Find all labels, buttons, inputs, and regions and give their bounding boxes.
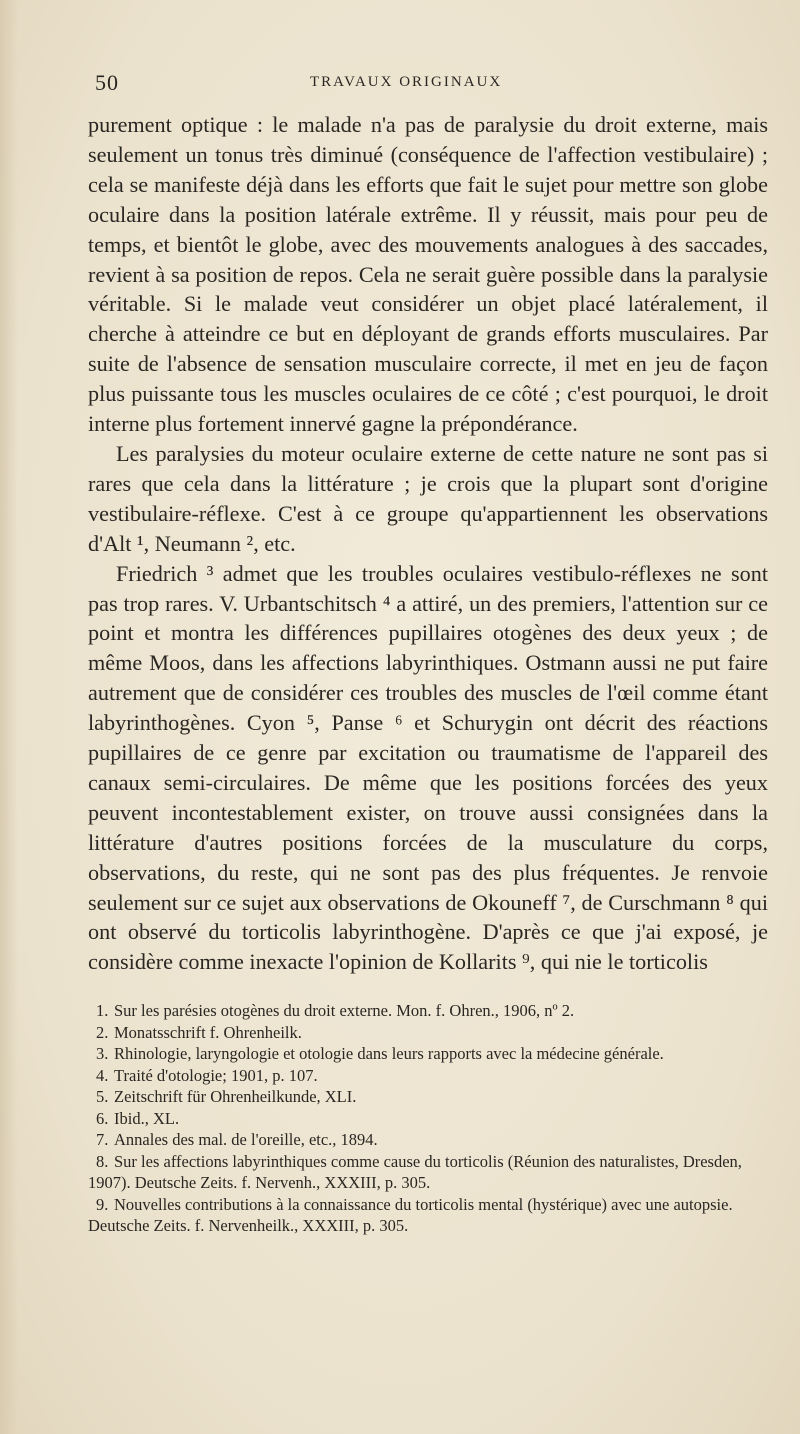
- footnote: [88, 1151, 768, 1194]
- running-head: TRAVAUX ORIGINAUX: [310, 74, 503, 90]
- footnote-text: Sur les parésies otogènes du droit externe. Mon. f. Ohren., 1906, nº 2.: [114, 1001, 575, 1020]
- footnote: [88, 1000, 768, 1022]
- paragraph: Les paralysies du moteur oculaire externe de cette nature ne sont pas si rares que cela dans la littérature ; je crois que la plupart sont d'origine vestibulaire-réflexe. C'est à ce groupe qu'appartiennent les observations d'Alt ¹, Neumann ², etc.: [88, 440, 768, 556]
- footnote-number: 5.: [96, 1087, 109, 1106]
- page-edge-shadow: [0, 0, 18, 1434]
- footnote-number: 7.: [96, 1130, 109, 1149]
- footnote-number: 2.: [96, 1022, 109, 1042]
- footnote-text: Sur les affections labyrinthiques comme cause du torticolis (Réunion des naturalistes, Dresden, 1907). Deutsche Zeits. f. Nervenh., XXXIII, p. 305.: [88, 1151, 742, 1192]
- footnote: [88, 1129, 768, 1151]
- footnote-number: 9.: [96, 1194, 109, 1214]
- footnote-text: Rhinologie, laryngologie et otologie dans leurs rapports avec la médecine générale.: [114, 1044, 664, 1063]
- footnote-text: Traité d'otologie; 1901, p. 107.: [114, 1065, 318, 1085]
- footnote-text: Zeitschrift für Ohrenheilkunde, XLI.: [114, 1087, 357, 1106]
- footnote: [88, 1194, 768, 1237]
- footnote: [88, 1022, 768, 1044]
- footnote-number: 1.: [96, 1001, 109, 1020]
- page-number: 50: [95, 70, 119, 95]
- footnote-number: 3.: [96, 1044, 109, 1063]
- footnote-number: 8.: [96, 1151, 109, 1171]
- footnote-number: 6.: [96, 1108, 109, 1128]
- footnote-text: Ibid., XL.: [114, 1108, 180, 1128]
- footnote-number: 4.: [96, 1065, 109, 1085]
- footnote-text: Monatsschrift f. Ohrenheilk.: [114, 1022, 302, 1042]
- footnotes: [88, 1000, 768, 1237]
- footnote: [88, 1043, 768, 1065]
- footnote-text: Annales des mal. de l'oreille, etc., 1894.: [114, 1130, 378, 1149]
- paragraph: purement optique : le malade n'a pas de paralysie du droit externe, mais seulement un tonus très diminué (conséquence de l'affection vestibulaire) ; cela se manifeste déjà dans les efforts que fait le sujet pour mettre son globe oculaire dans la position latérale extrême. Il y réussit, mais pour peu de temps, et bientôt le globe, avec des mouvements analogues à des saccades, revient à sa position de repos. Cela ne serait guère possible dans la paralysie véritable. Si le malade veut considérer un objet placé latéralement, il cherche à atteindre ce but en déployant de grands efforts musculaires. Par suite de l'absence de sensation musculaire correcte, il met en jeu de façon plus puissante tous les muscles oculaires de ce côté ; c'est pourquoi, le droit interne plus fortement innervé gagne la prépondérance.: [88, 112, 768, 437]
- footnote: [88, 1086, 768, 1108]
- footnote: [88, 1108, 768, 1130]
- footnote-text: Nouvelles contributions à la connaissance du torticolis mental (hystérique) avec une autopsie. Deutsche Zeits. f. Nervenheilk., XXXIII, p. 305.: [88, 1194, 733, 1235]
- body-text: [88, 110, 768, 977]
- paragraph: Friedrich ³ admet que les troubles oculaires vestibulo-réflexes ne sont pas trop rares. V. Urbantschitsch ⁴ a attiré, un des premiers, l'attention sur ce point et montra les différences pupillaires otogènes des deux yeux ; de même Moos, dans les affections labyrinthiques. Ostmann aussi ne put faire autrement que de considérer ces troubles des muscles de l'œil comme étant labyrinthogènes. Cyon ⁵, Panse ⁶ et Schurygin ont décrit des réactions pupillaires de ce genre par excitation ou traumatisme de l'appareil des canaux semi-circulaires. De même que les positions forcées des yeux peuvent incontestablement exister, on trouve aussi consignées dans la littérature d'autres positions forcées de la musculature du corps, observations, du reste, qui ne sont pas des plus fréquentes. Je renvoie seulement sur ce sujet aux observations de Okouneff ⁷, de Curschmann ⁸ qui ont observé du torticolis labyrinthogène. D'après ce que j'ai exposé, je considère comme inexacte l'opinion de Kollarits ⁹, qui nie le torticolis: [88, 560, 768, 975]
- footnote: [88, 1065, 768, 1087]
